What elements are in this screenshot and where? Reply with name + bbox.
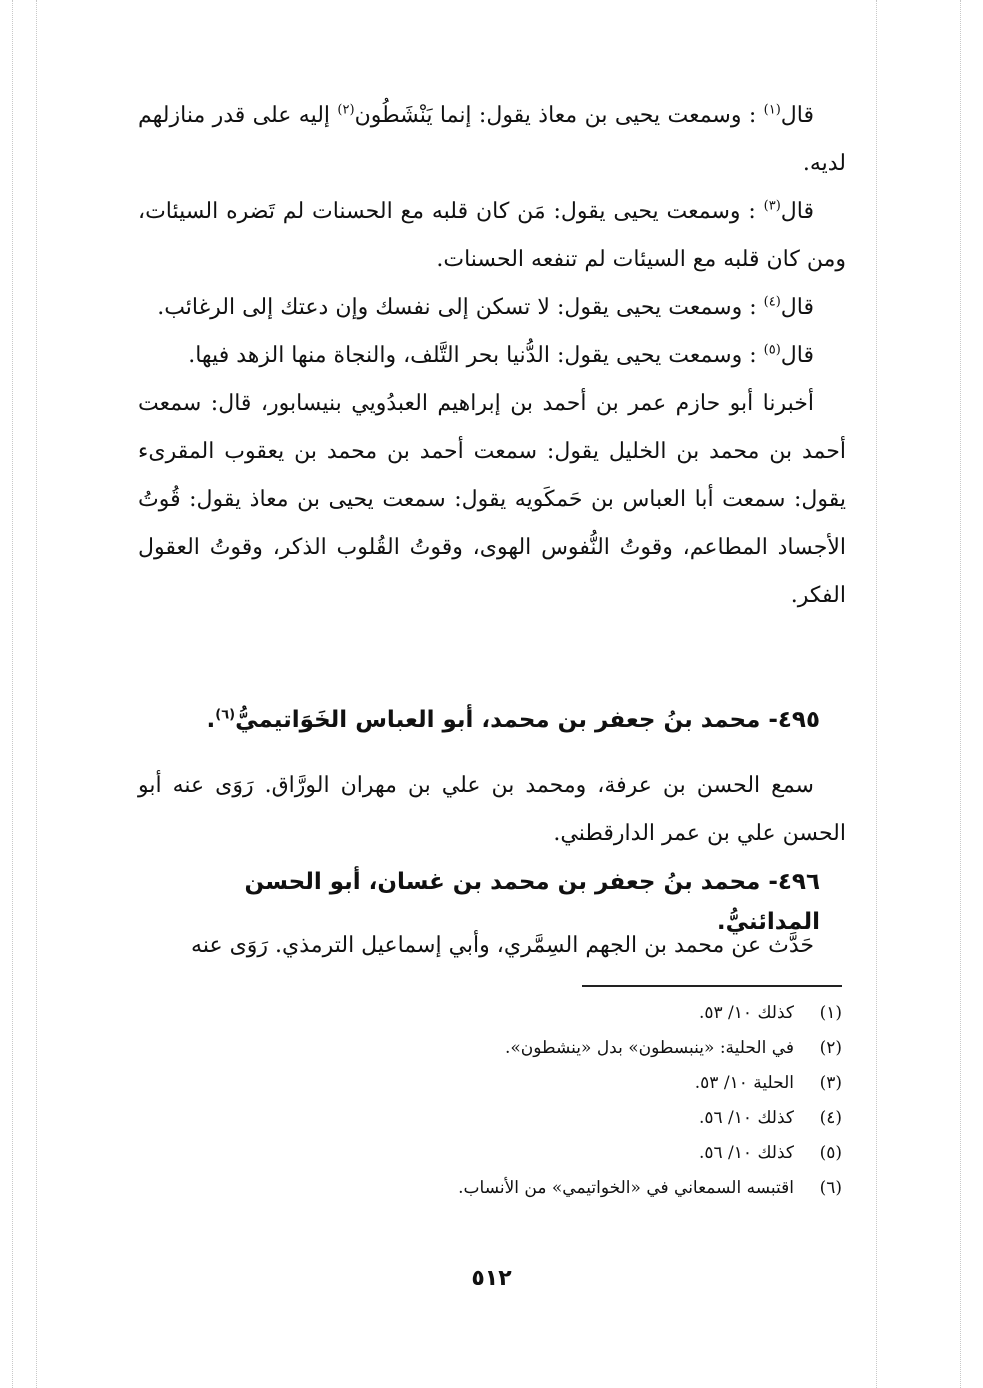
footnote-divider bbox=[582, 985, 842, 987]
paragraph-lead: قال bbox=[780, 199, 814, 224]
scan-artifact-line bbox=[12, 0, 13, 1388]
main-text-top bbox=[138, 92, 846, 620]
footnote-ref: (١) bbox=[763, 102, 781, 118]
entry-496-heading: ٤٩٦- محمد بنُ جعفر بن محمد بن غسان، أبو الحسن المدائنيُّ. bbox=[244, 869, 820, 935]
footnote-text: اقتبسه السمعاني في «الخواتيمي» من الأنساب. bbox=[458, 1178, 794, 1198]
entry-495-body bbox=[138, 762, 846, 858]
footnotes bbox=[138, 996, 846, 1206]
scan-artifact-line bbox=[36, 0, 37, 1388]
entry-heading-text: ٤٩٥- محمد بنُ جعفر بن محمد، أبو العباس الخَوَاتيميُّ bbox=[235, 707, 820, 733]
footnote-number: (١) bbox=[819, 1003, 842, 1023]
footnote-text: في الحلية: «ينبسطون» بدل «ينشطون». bbox=[504, 1038, 794, 1058]
entry-495-text: سمع الحسن بن عرفة، ومحمد بن علي بن مهران الورَّاق. رَوَى عنه أبو الحسن علي بن عمر الدارقطني. bbox=[138, 773, 846, 846]
footnote-item bbox=[138, 996, 846, 1031]
paragraph-1 bbox=[138, 92, 846, 188]
entry-heading-end: . bbox=[206, 707, 216, 733]
footnote-text: كذلك ١٠/ ٥٣. bbox=[698, 1003, 794, 1023]
entry-496-text: حَدَّث عن محمد بن الجهم السِمَّري، وأبي إسماعيل الترمذي. رَوَى عنه bbox=[191, 933, 814, 958]
paragraph-text: إليه على قدر منازلهم لديه. bbox=[138, 103, 846, 176]
scan-artifact-line bbox=[960, 0, 961, 1388]
footnote-ref: (٤) bbox=[763, 294, 781, 310]
paragraph-lead: قال bbox=[780, 343, 814, 368]
paragraph-text: : وسمعت يحيى يقول: الدُّنيا بحر التَّلف، والنجاة منها الزهد فيها. bbox=[188, 343, 764, 368]
paragraph-2 bbox=[138, 188, 846, 284]
footnote-item bbox=[138, 1136, 846, 1171]
footnote-item bbox=[138, 1171, 846, 1206]
entry-496-body bbox=[138, 922, 846, 970]
entry-495-heading bbox=[138, 700, 846, 740]
footnote-ref: (٣) bbox=[763, 198, 781, 214]
footnote-number: (٥) bbox=[819, 1143, 842, 1163]
paragraph-3 bbox=[138, 284, 846, 332]
footnote-item bbox=[138, 1101, 846, 1136]
paragraph-text: : وسمعت يحيى بن معاذ يقول: إنما يَنْشَطُون bbox=[354, 103, 764, 128]
paragraph-lead: قال bbox=[780, 295, 814, 320]
footnote-ref: (٦) bbox=[215, 707, 236, 723]
paragraph-4 bbox=[138, 332, 846, 380]
footnote-item bbox=[138, 1031, 846, 1066]
footnote-item bbox=[138, 1066, 846, 1101]
page-number: ٥١٢ bbox=[471, 1266, 512, 1291]
scan-artifact-line bbox=[876, 0, 877, 1388]
footnote-number: (٤) bbox=[819, 1108, 842, 1128]
paragraph-text: : وسمعت يحيى يقول: مَن كان قلبه مع الحسنات لم تَضره السيئات، ومن كان قلبه مع السيئات لم تنفعه الحسنات. bbox=[138, 199, 846, 272]
footnote-text: كذلك ١٠/ ٥٦. bbox=[698, 1108, 794, 1128]
footnote-ref: (٢) bbox=[337, 102, 355, 118]
footnote-text: الحلية ١٠/ ٥٣. bbox=[694, 1073, 794, 1093]
isnad-paragraph: أخبرنا أبو حازم عمر بن أحمد بن إبراهيم العبدُويي بنيسابور، قال: سمعت أحمد بن محمد بن الخليل يقول: سمعت أحمد بن محمد بن يعقوب المقرىء يقول: سمعت أبا العباس بن حَمكَويه يقول: سمعت يحيى بن معاذ يقول: قُوتُ الأجساد المطاعم، وقوتُ النُّفوس الهوى، وقوتُ القُلوب الذكر، وقوتُ العقول الفكر. bbox=[138, 391, 846, 608]
footnote-number: (٢) bbox=[819, 1038, 842, 1058]
paragraph-text: : وسمعت يحيى يقول: لا تسكن إلى نفسك وإن دعتك إلى الرغائب. bbox=[157, 295, 764, 320]
footnote-text: كذلك ١٠/ ٥٦. bbox=[698, 1143, 794, 1163]
footnote-ref: (٥) bbox=[763, 342, 781, 358]
paragraph-lead: قال bbox=[780, 103, 814, 128]
footnote-number: (٣) bbox=[819, 1073, 842, 1093]
footnote-number: (٦) bbox=[819, 1178, 842, 1198]
